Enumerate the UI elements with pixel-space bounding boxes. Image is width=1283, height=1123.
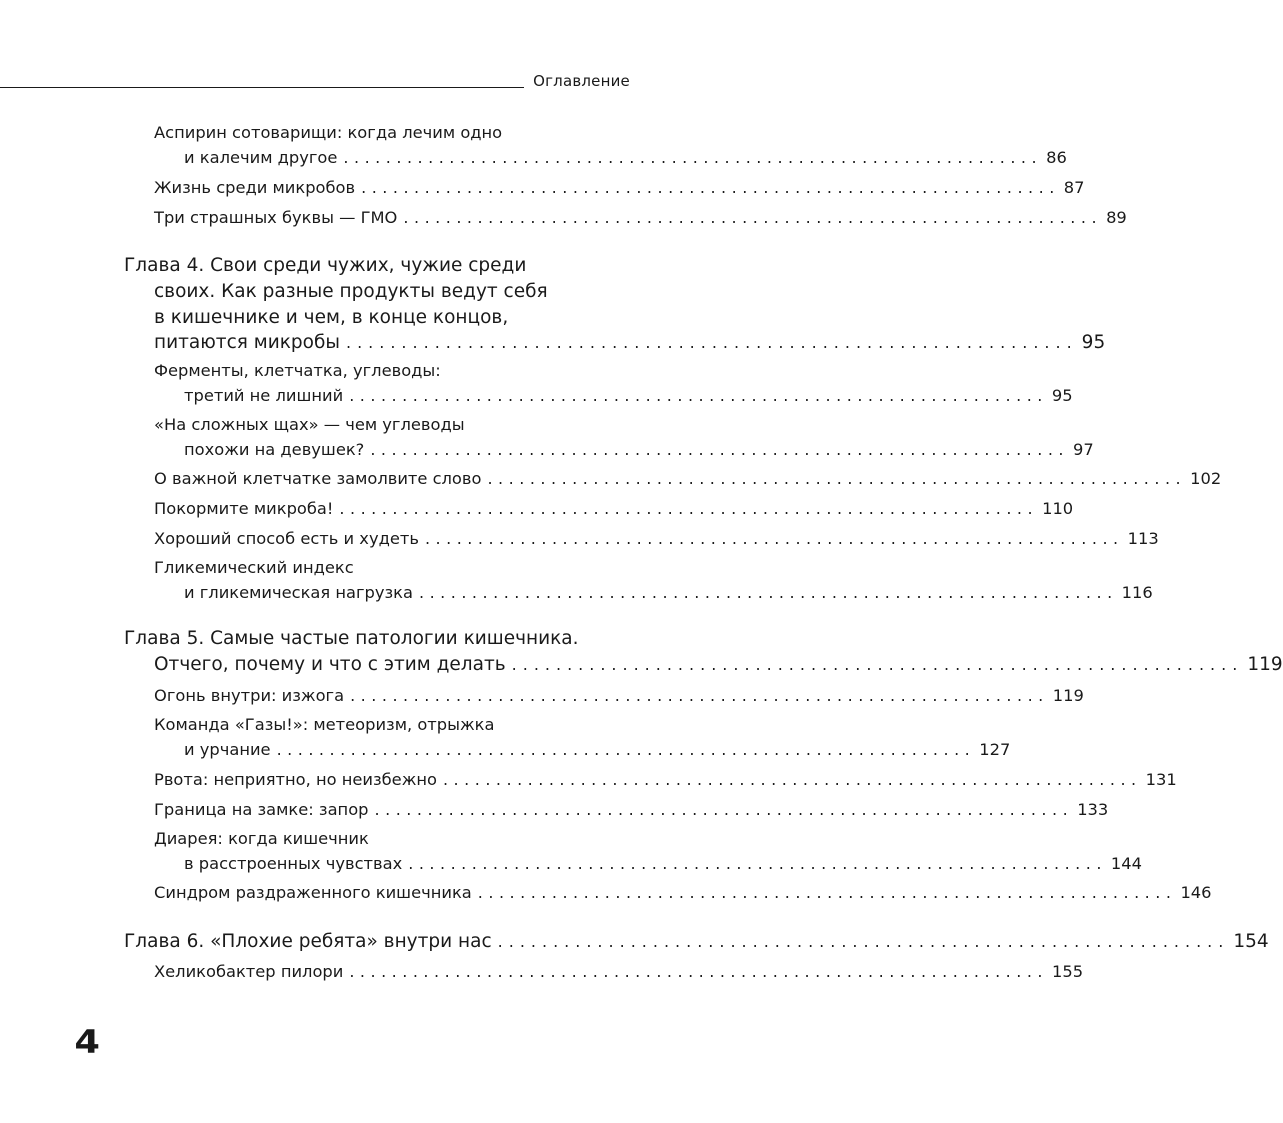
toc-entry-title: Покормите микроба!: [154, 499, 334, 518]
toc-page-number: 131: [1145, 770, 1177, 789]
leader-dots: ..................................................................: [487, 469, 1187, 488]
toc-entry-title: Хороший способ есть и худеть: [154, 529, 419, 548]
leader-dots: ..................................................................: [343, 148, 1043, 167]
leader-dots: ..................................................................: [419, 583, 1118, 602]
leader-dots: ..................................................................: [424, 529, 1124, 548]
toc-entry-title: Команда «Газы!»: метеоризм, отрыжка: [154, 715, 495, 734]
toc-entry-title: Гликемический индекс: [154, 558, 354, 577]
toc-entry[interactable]: [154, 797, 1109, 822]
chapter-title: своих. Как разные продукты ведут себя: [154, 281, 548, 302]
leader-dots: ..................................................................: [361, 178, 1060, 197]
running-header-title: Оглавление: [533, 72, 630, 90]
toc-page-number: 113: [1127, 529, 1159, 548]
toc-entry-title: похожи на девушек?: [184, 440, 365, 459]
toc-page-number: 89: [1106, 208, 1127, 227]
toc-entry[interactable]: [154, 175, 1085, 200]
toc-entry-line: [154, 358, 624, 383]
leader-dots: ..................................................................: [276, 740, 976, 759]
chapter-title: Глава 4. Свои среди чужих, чужие среди: [124, 255, 527, 276]
toc-entry-line: [154, 555, 624, 580]
toc-page-number: 95: [1051, 386, 1073, 405]
toc-entry[interactable]: [154, 205, 1127, 230]
toc-page-number: 116: [1121, 583, 1153, 602]
toc-page-number: 97: [1073, 440, 1094, 459]
chapter-entry[interactable]: [124, 652, 1283, 679]
header-rule: [0, 87, 524, 88]
chapter-entry[interactable]: [124, 330, 1106, 357]
toc-entry[interactable]: [154, 496, 1074, 521]
toc-entry-title: О важной клетчатке замолвите слово: [154, 469, 482, 488]
toc-page-number: 119: [1052, 686, 1084, 705]
toc-entry[interactable]: [154, 851, 1142, 876]
toc-entry[interactable]: [154, 683, 1084, 708]
toc-entry[interactable]: [154, 383, 1073, 408]
toc-entry[interactable]: [154, 145, 1067, 170]
toc-entry-line: [154, 826, 624, 851]
chapter-entry[interactable]: [124, 929, 1269, 956]
toc-entry-title: Граница на замке: запор: [154, 800, 369, 819]
chapter-heading-line: [124, 253, 624, 280]
chapter-title: в кишечнике и чем, в конце концов,: [154, 307, 509, 328]
toc-page-number: 102: [1190, 469, 1222, 488]
leader-dots: ..................................................................: [403, 208, 1103, 227]
leader-dots: ..................................................................: [370, 440, 1069, 459]
toc-entry-title: в расстроенных чувствах: [184, 854, 403, 873]
toc-entry[interactable]: [154, 959, 1084, 984]
toc-entry-title: Синдром раздраженного кишечника: [154, 883, 472, 902]
leader-dots: ..................................................................: [497, 932, 1230, 951]
toc-page-number: 110: [1042, 499, 1074, 518]
toc-page-number: 155: [1052, 962, 1084, 981]
leader-dots: ..................................................................: [511, 655, 1244, 674]
toc-page-number: 119: [1247, 654, 1283, 675]
toc-entry-title: и урчание: [184, 740, 271, 759]
toc-entry-line: [154, 412, 624, 437]
toc-page-number: 133: [1077, 800, 1109, 819]
toc-entry-title: Рвота: неприятно, но неизбежно: [154, 770, 437, 789]
toc-page-number: 127: [979, 740, 1011, 759]
toc-entry[interactable]: [154, 437, 1094, 462]
chapter-title: Глава 6. «Плохие ребята» внутри нас: [124, 931, 492, 952]
toc-page-number: 95: [1081, 332, 1106, 353]
chapter-heading-line: [124, 626, 624, 653]
toc-entry-title: Диарея: когда кишечник: [154, 829, 369, 848]
toc-entry-title: третий не лишний: [184, 386, 344, 405]
toc-entry-title: и гликемическая нагрузка: [184, 583, 413, 602]
toc-entry-line: [154, 712, 624, 737]
toc-page-number: 144: [1110, 854, 1142, 873]
toc-entry-title: Жизнь среди микробов: [154, 178, 356, 197]
leader-dots: ..................................................................: [349, 962, 1048, 981]
toc-page-number: 146: [1180, 883, 1212, 902]
toc-page-number: 154: [1233, 931, 1269, 952]
toc-entry-title: Три страшных буквы — ГМО: [154, 208, 398, 227]
chapter-heading-line: [124, 305, 654, 332]
toc-entry[interactable]: [154, 466, 1222, 491]
leader-dots: ..................................................................: [346, 333, 1078, 352]
leader-dots: ..................................................................: [350, 686, 1049, 705]
toc-entry-title: Ферменты, клетчатка, углеводы:: [154, 361, 441, 380]
toc-entry-title: Аспирин сотоварищи: когда лечим одно: [154, 123, 503, 142]
toc-entry-line: [154, 120, 624, 145]
toc-entry[interactable]: [154, 767, 1177, 792]
toc-entry[interactable]: [154, 737, 1011, 762]
toc-entry[interactable]: [154, 526, 1159, 551]
leader-dots: ..................................................................: [408, 854, 1107, 873]
leader-dots: ..................................................................: [339, 499, 1039, 518]
chapter-heading-line: [124, 279, 654, 306]
chapter-title: Отчего, почему и что с этим делать: [154, 654, 506, 675]
toc-entry-title: и калечим другое: [184, 148, 338, 167]
chapter-title: Глава 5. Самые частые патологии кишечника.: [124, 628, 579, 649]
page-number: 4: [74, 1023, 100, 1061]
toc-page-number: 87: [1063, 178, 1085, 197]
toc-entry-title: Огонь внутри: изжога: [154, 686, 345, 705]
toc-entry-title: «На сложных щах» — чем углеводы: [154, 415, 465, 434]
leader-dots: ..................................................................: [349, 386, 1048, 405]
toc-entry[interactable]: [154, 880, 1212, 905]
toc-entry[interactable]: [154, 580, 1153, 605]
leader-dots: ..................................................................: [442, 770, 1142, 789]
chapter-title: питаются микробы: [154, 332, 340, 353]
toc-entry-title: Хеликобактер пилори: [154, 962, 344, 981]
leader-dots: ..................................................................: [374, 800, 1074, 819]
toc-page-number: 86: [1046, 148, 1067, 167]
leader-dots: ..................................................................: [477, 883, 1177, 902]
